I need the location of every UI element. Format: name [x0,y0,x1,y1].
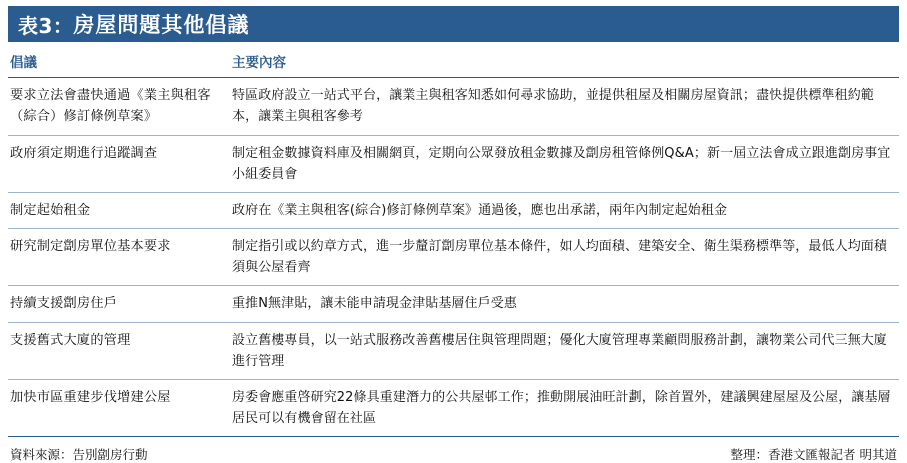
table-row [8,229,899,286]
cell-content: 特區政府設立一站式平台，讓業主與租客知悉如何尋求協助，並提供租屋及相關房屋資訊；盡快提供標準租約範本，讓業主與租客參考 [220,78,899,136]
table-row [8,78,899,136]
cell-content: 房委會應重啓研究22條具重建潛力的公共屋邨工作；推動開展油旺計劃，除首置外，建議興建屋屋及公屋，讓基層居民可以有機會留在社區 [220,379,899,436]
cell-proposal: 政府須定期進行追蹤調查 [8,135,220,192]
table-row [8,286,899,322]
table-row [8,135,899,192]
cell-content: 制定租金數據資料庫及相關網頁，定期向公眾發放租金數據及劏房租管條例Q&A；新一屆立法會成立跟進劏房事宜小組委員會 [220,135,899,192]
cell-proposal: 要求立法會盡快通過《業主與租客（綜合）修訂條例草案》 [8,78,220,136]
proposals-table [8,44,899,437]
table-header-row [8,44,899,78]
table-row [8,379,899,436]
figure-footer [8,437,899,463]
table-row [8,322,899,379]
cell-content: 重推N無津貼，讓未能申請現金津貼基層住戶受惠 [220,286,899,322]
column-header-proposal: 倡議 [8,44,220,78]
cell-proposal: 持續支援劏房住戶 [8,286,220,322]
cell-content: 設立舊樓專員，以一站式服務改善舊樓居住與管理問題；優化大廈管理專業顧問服務計劃，讓物業公司代三無大廈進行管理 [220,322,899,379]
cell-proposal: 研究制定劏房單位基本要求 [8,229,220,286]
cell-content: 政府在《業主與租客(綜合)修訂條例草案》通過後，應也出承諾，兩年內制定起始租金 [220,192,899,228]
figure-title-bar [8,6,899,42]
credit-note: 整理：香港文匯報記者 明其道 [730,446,897,462]
table-figure [0,6,907,462]
cell-content: 制定指引或以約章方式，進一步釐訂劏房單位基本條件，如人均面積、建築安全、衛生渠務標準等，最低人均面積須與公屋看齊 [220,229,899,286]
source-note: 資料來源：告別劏房行動 [10,446,148,462]
cell-proposal: 制定起始租金 [8,192,220,228]
table-row [8,192,899,228]
cell-proposal: 加快市區重建步伐增建公屋 [8,379,220,436]
column-header-content: 主要內容 [220,44,899,78]
figure-number: 表3： [18,13,74,38]
page-title: 房屋問題其他倡議 [73,13,250,37]
cell-proposal: 支援舊式大廈的管理 [8,322,220,379]
